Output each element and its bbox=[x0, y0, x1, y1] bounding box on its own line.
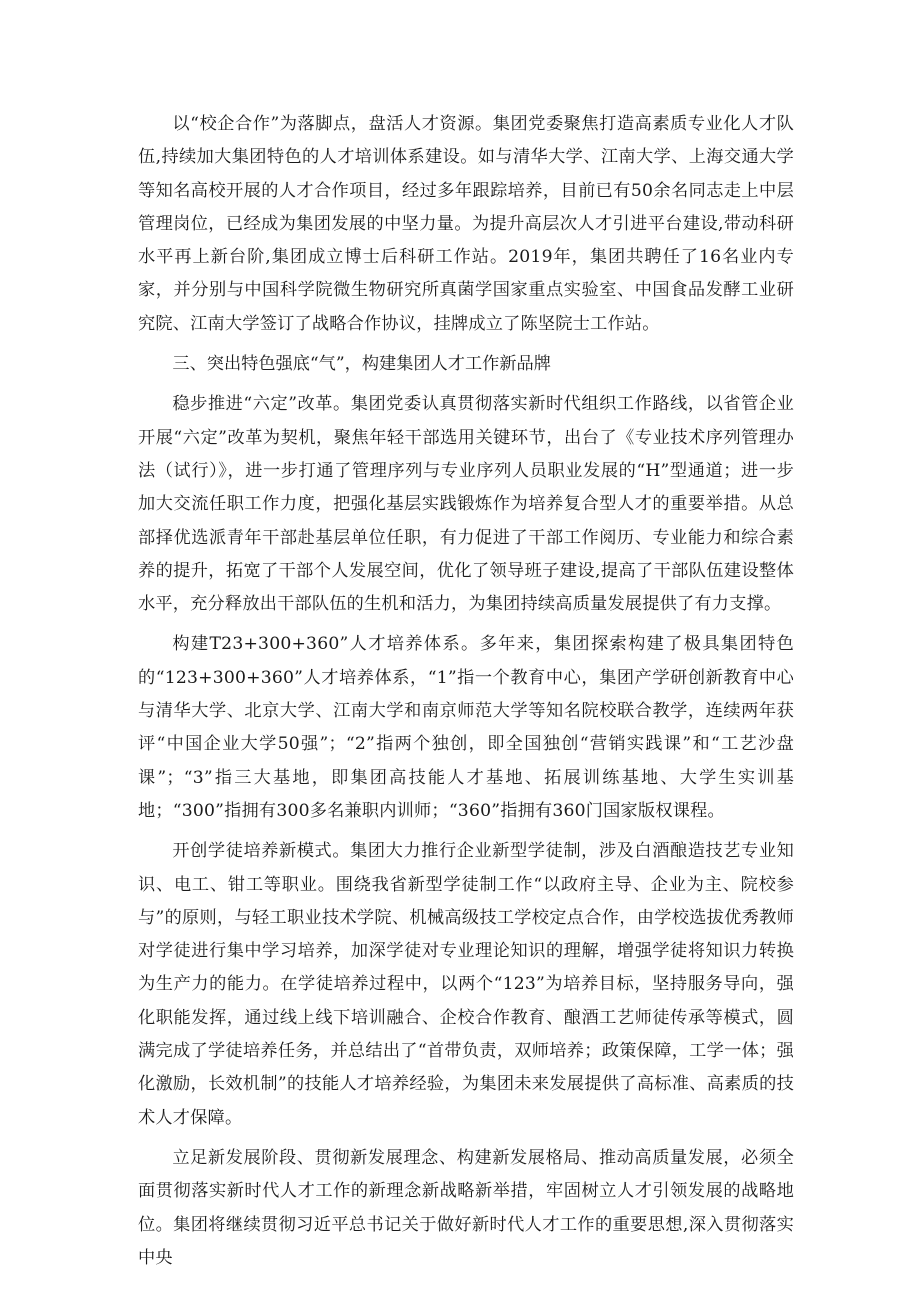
paragraph-school-enterprise-cooperation: 以“校企合作”为落脚点，盘活人才资源。集团党委聚焦打造高素质专业化人才队伍,持续加大集团特色的人才培训体系建设。如与清华大学、江南大学、上海交通大学等知名高校开展的人才合作项目，经过多年跟踪培养，目前已有50余名同志走上中层管理岗位，已经成为集团发展的中坚力量。为提升高层次人才引进平台建设,带动科研水平再上新台阶,集团成立博士后科研工作站。2019年，集团共聘任了16名业内专家，并分别与中国科学院微生物研究所真菌学国家重点实验室、中国食品发酵工业研究院、江南大学签订了战略合作协议，挂牌成立了陈坚院士工作站。 bbox=[138, 114, 794, 334]
paragraph-talent-system: 构建T23+300+360”人才培养体系。多年来，集团探索构建了极具集团特色的“123+300+360”人才培养体系，“1”指一个教育中心，集团产学研创新教育中心与清华大学、北京大学、江南大学和南京师范大学等知名院校联合教学，连续两年获评“中国企业大学50强”；“2”指两个独创，即全国独创“营销实践课”和“工艺沙盘课”；“3”指三大基地，即集团高技能人才基地、拓展训练基地、大学生实训基地；“300”指拥有300多名兼职内训师；“360”指拥有360门国家版权课程。 bbox=[138, 634, 794, 821]
document-body bbox=[138, 108, 794, 1282]
paragraph-six-reform: 稳步推进“六定”改革。集团党委认真贯彻落实新时代组织工作路线，以省管企业开展“六定”改革为契机，聚焦年轻干部选用关键环节，出台了《专业技术序列管理办法（试行）》，进一步打通了管理序列与专业序列人员职业发展的“H”型通道；进一步加大交流任职工作力度，把强化基层实践锻炼作为培养复合型人才的重要举措。从总部择优选派青年干部赴基层单位任职，有力促进了干部工作阅历、专业能力和综合素养的提升，拓宽了干部个人发展空间，优化了领导班子建设,提高了干部队伍建设整体水平，充分释放出干部队伍的生机和活力，为集团持续高质量发展提供了有力支撑。 bbox=[138, 394, 794, 615]
paragraph-apprentice-model: 开创学徒培养新模式。集团大力推行企业新型学徒制，涉及白酒酿造技艺专业知识、电工、钳工等职业。围绕我省新型学徒制工作“以政府主导、企业为主、院校参与”的原则，与轻工职业技术学院、机械高级技工学校定点合作，由学校选拔优秀教师对学徒进行集中学习培养，加深学徒对专业理论知识的理解，增强学徒将知识力转换为生产力的能力。在学徒培养过程中，以两个“123”为培养目标，坚持服务导向，强化职能发挥，通过线上线下培训融合、企校合作教育、酿酒工艺师徒传承等模式，圆满完成了学徒培养任务，并总结出了“首带负责，双师培养；政策保障，工学一体；强化激励，长效机制”的技能人才培养经验，为集团未来发展提供了高标准、高素质的技术人才保障。 bbox=[138, 841, 794, 1128]
section-heading-three: 三、突出特色强底“气”，构建集团人才工作新品牌 bbox=[172, 354, 551, 375]
paragraph-new-development-stage: 立足新发展阶段、贯彻新发展理念、构建新发展格局、推动高质量发展，必须全面贯彻落实新时代人才工作的新理念新战略新举措，牢固树立人才引领发展的战略地位。集团将继续贯彻习近平总书记关于做好新时代人才工作的重要思想,深入贯彻落实中央 bbox=[138, 1147, 794, 1268]
